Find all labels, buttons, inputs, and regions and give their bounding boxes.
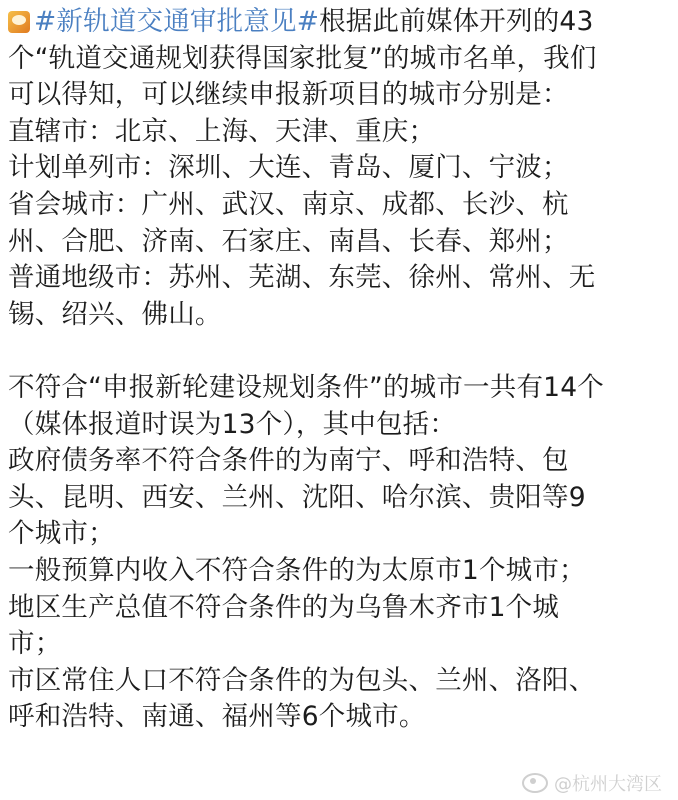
watermark-text: @杭州大湾区 (554, 774, 662, 795)
post-text-line: 呼和浩特、南通、福州等6个城市。 (8, 701, 426, 733)
topic-hashtag-link[interactable]: #新轨道交通审批意见# (34, 6, 320, 37)
paragraph-spacer (8, 333, 670, 370)
post-text-line: 可以得知，可以继续申报新项目的城市分别是： (8, 79, 569, 111)
post-text-line: 市区常住人口不符合条件的为包头、兰州、洛阳、 (8, 664, 596, 696)
post-text-line: 一般预算内收入不符合条件的为太原市1个城市； (8, 554, 586, 586)
post-text-line: （媒体报道时误为13个），其中包括： (8, 408, 457, 440)
weibo-watermark (522, 770, 662, 796)
post-text-line: 锡、绍兴、佛山。 (8, 298, 222, 330)
post-text-line: 不符合“申报新轮建设规划条件”的城市一共有14个 (8, 371, 604, 403)
post-first-line (8, 4, 670, 41)
post-text-line: 州、合肥、济南、石家庄、南昌、长春、郑州； (8, 225, 569, 257)
post-text-line: 普通地级市：苏州、芜湖、东莞、徐州、常州、无 (8, 262, 596, 294)
post-text-line: 计划单列市：深圳、大连、青岛、厦门、宁波； (8, 152, 569, 184)
post-text-line: 根据此前媒体开列的43 (319, 6, 594, 37)
post-text-line: 个“轨道交通规划获得国家批复”的城市名单，我们 (8, 42, 597, 74)
post-text-line: 省会城市：广州、武汉、南京、成都、长沙、杭 (8, 188, 569, 220)
post-text-line: 个城市； (8, 518, 115, 550)
post-text-line: 市； (8, 628, 62, 660)
topic-emoji-icon (8, 11, 30, 33)
post-body (8, 4, 670, 736)
post-text-line: 地区生产总值不符合条件的为乌鲁木齐市1个城 (8, 591, 560, 623)
weibo-icon (522, 773, 548, 793)
post-text-line: 政府债务率不符合条件的为南宁、呼和浩特、包 (8, 445, 569, 477)
post-text-line: 直辖市：北京、上海、天津、重庆； (8, 115, 436, 147)
post-text-line: 头、昆明、西安、兰州、沈阳、哈尔滨、贵阳等9 (8, 481, 586, 513)
